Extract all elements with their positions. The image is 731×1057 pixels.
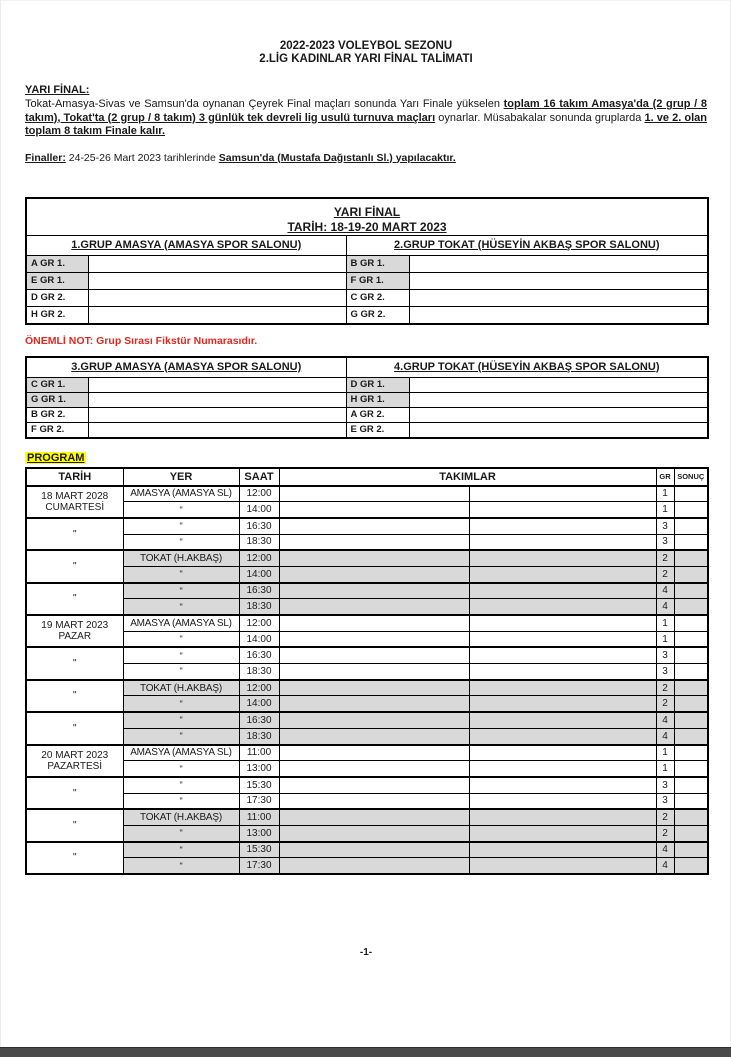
program-row — [26, 647, 708, 663]
program-row — [26, 842, 708, 858]
group-slot-team-cell — [409, 306, 708, 324]
page-number: -1- — [359, 947, 373, 958]
group-slot-label: G GR 1. — [26, 392, 88, 407]
program-row — [26, 502, 708, 518]
time-cell: 16:30 — [239, 647, 279, 663]
group-number-cell: 3 — [656, 664, 674, 680]
group3-header-cell — [26, 357, 346, 378]
group-slot-row — [26, 377, 708, 392]
team-away-cell — [469, 728, 656, 744]
team-away-cell — [469, 664, 656, 680]
group-slot-row — [26, 422, 708, 438]
group2-header: 2.GRUP TOKAT (HÜSEYİN AKBAŞ SPOR SALONU) — [394, 238, 660, 251]
time-cell: 11:00 — [239, 745, 279, 761]
result-cell — [674, 583, 708, 599]
team-away-cell — [469, 825, 656, 841]
venue-cell: TOKAT (H.AKBAŞ) — [123, 809, 239, 825]
venue-cell: " — [123, 728, 239, 744]
team-away-cell — [469, 809, 656, 825]
semifinal-title: YARI FİNAL — [333, 204, 401, 219]
group-slot-label: C GR 1. — [26, 377, 88, 392]
result-cell — [674, 534, 708, 550]
venue-cell: " — [123, 534, 239, 550]
venue-cell: " — [123, 777, 239, 793]
group-slot-team-cell — [409, 272, 708, 289]
venue-cell: " — [123, 583, 239, 599]
team-home-cell — [279, 566, 469, 582]
venue-cell: TOKAT (H.AKBAŞ) — [123, 550, 239, 566]
team-away-cell — [469, 858, 656, 874]
team-away-cell — [469, 599, 656, 615]
intro-text-normal-2: oynarlar. Müsabakalar sonunda gruplarda — [435, 111, 645, 124]
group-number-cell: 4 — [656, 858, 674, 874]
group-number-cell: 4 — [656, 842, 674, 858]
program-row — [26, 486, 708, 502]
group-slot-label: D GR 2. — [26, 289, 88, 306]
date-cell: " — [26, 583, 123, 615]
group3-header: 3.GRUP AMASYA (AMASYA SPOR SALONU) — [71, 360, 302, 373]
program-row — [26, 761, 708, 777]
time-cell: 15:30 — [239, 777, 279, 793]
result-cell — [674, 825, 708, 841]
header-gr: GR — [656, 468, 674, 486]
result-cell — [674, 809, 708, 825]
date-cell: 20 MART 2023 PAZARTESİ — [26, 745, 123, 777]
result-cell — [674, 696, 708, 712]
program-label: PROGRAM — [27, 451, 85, 464]
program-row — [26, 745, 708, 761]
footer-bar — [0, 1047, 731, 1057]
group-number-cell: 1 — [656, 615, 674, 631]
team-home-cell — [279, 842, 469, 858]
doc-title-line1: 2022-2023 VOLEYBOL SEZONU — [279, 40, 453, 52]
team-away-cell — [469, 615, 656, 631]
time-cell: 12:00 — [239, 615, 279, 631]
team-away-cell — [469, 502, 656, 518]
group-slot-team-cell — [409, 392, 708, 407]
group2-header-cell — [346, 235, 708, 255]
group-slot-team-cell — [88, 422, 346, 438]
venue-cell: TOKAT (H.AKBAŞ) — [123, 680, 239, 696]
program-row — [26, 793, 708, 809]
group1-header: 1.GRUP AMASYA (AMASYA SPOR SALONU) — [71, 238, 302, 251]
group-slot-team-cell — [409, 255, 708, 272]
venue-cell: " — [123, 761, 239, 777]
venue-cell: " — [123, 566, 239, 582]
team-home-cell — [279, 696, 469, 712]
time-cell: 13:00 — [239, 761, 279, 777]
group-number-cell: 2 — [656, 550, 674, 566]
group-slot-label: E GR 2. — [346, 422, 409, 438]
result-cell — [674, 486, 708, 502]
program-header-row — [26, 468, 708, 486]
team-home-cell — [279, 486, 469, 502]
program-row — [26, 809, 708, 825]
group-slot-team-cell — [88, 306, 346, 324]
group-number-cell: 1 — [656, 745, 674, 761]
venue-cell: " — [123, 712, 239, 728]
time-cell: 16:30 — [239, 583, 279, 599]
result-cell — [674, 599, 708, 615]
team-home-cell — [279, 550, 469, 566]
venue-cell: " — [123, 647, 239, 663]
venue-cell: AMASYA (AMASYA SL) — [123, 745, 239, 761]
header-tarih: TARİH — [26, 468, 123, 486]
team-away-cell — [469, 745, 656, 761]
group-slot-team-cell — [88, 392, 346, 407]
group-slot-row — [26, 407, 708, 422]
date-cell: 19 MART 2023 PAZAR — [26, 615, 123, 647]
team-home-cell — [279, 712, 469, 728]
intro-text-normal-1: Tokat-Amasya-Sivas ve Samsun'da oynanan Çeyrek Final maçları sonunda Yarı Finale yükselen — [25, 98, 504, 110]
group-slot-row — [26, 255, 708, 272]
group-number-cell: 4 — [656, 599, 674, 615]
group-number-cell: 4 — [656, 583, 674, 599]
group-number-cell: 2 — [656, 809, 674, 825]
time-cell: 18:30 — [239, 599, 279, 615]
group-number-cell: 3 — [656, 793, 674, 809]
team-away-cell — [469, 761, 656, 777]
group-number-cell: 3 — [656, 647, 674, 663]
team-home-cell — [279, 745, 469, 761]
result-cell — [674, 502, 708, 518]
doc-title — [25, 0, 707, 66]
team-away-cell — [469, 712, 656, 728]
group-number-cell: 4 — [656, 728, 674, 744]
group-number-cell: 2 — [656, 696, 674, 712]
program-row — [26, 583, 708, 599]
result-cell — [674, 777, 708, 793]
header-takimlar: TAKIMLAR — [279, 468, 656, 486]
program-row — [26, 534, 708, 550]
team-home-cell — [279, 793, 469, 809]
date-cell: " — [26, 680, 123, 712]
result-cell — [674, 631, 708, 647]
group-number-cell: 3 — [656, 534, 674, 550]
team-home-cell — [279, 761, 469, 777]
team-away-cell — [469, 566, 656, 582]
group-slot-team-cell — [88, 255, 346, 272]
group-number-cell: 3 — [656, 518, 674, 534]
team-home-cell — [279, 518, 469, 534]
header-saat: SAAT — [239, 468, 279, 486]
team-home-cell — [279, 502, 469, 518]
result-cell — [674, 745, 708, 761]
semifinal-groups-table — [25, 197, 709, 325]
group-slot-team-cell — [409, 377, 708, 392]
venue-cell: " — [123, 518, 239, 534]
program-row — [26, 777, 708, 793]
program-row — [26, 599, 708, 615]
group-number-cell: 2 — [656, 566, 674, 582]
venue-cell: " — [123, 858, 239, 874]
group-slot-team-cell — [88, 407, 346, 422]
date-cell: " — [26, 550, 123, 582]
team-home-cell — [279, 825, 469, 841]
date-cell: " — [26, 712, 123, 744]
program-row — [26, 550, 708, 566]
team-away-cell — [469, 518, 656, 534]
header-sonuc: SONUÇ — [674, 468, 708, 486]
intro-text-bold-2: 1. ve 2. olan toplam 8 takım Finale kalır. — [25, 111, 707, 137]
result-cell — [674, 761, 708, 777]
intro-text-bold-1: toplam 16 takım Amasya'da (2 grup / 8 takım), Tokat'ta (2 grup / 8 takım) 3 günlük tek devreli lig usulü turnuva maçları — [25, 98, 707, 124]
time-cell: 16:30 — [239, 518, 279, 534]
group-number-cell: 1 — [656, 486, 674, 502]
team-home-cell — [279, 534, 469, 550]
team-away-cell — [469, 534, 656, 550]
group-slot-label: H GR 2. — [26, 306, 88, 324]
date-cell: " — [26, 518, 123, 550]
team-home-cell — [279, 809, 469, 825]
program-table — [25, 467, 709, 876]
group-slot-row — [26, 272, 708, 289]
group-slot-label: G GR 2. — [346, 306, 409, 324]
important-note: ÖNEMLİ NOT: Grup Sırası Fikstür Numarasıdır. — [25, 334, 258, 347]
team-home-cell — [279, 647, 469, 663]
program-row — [26, 631, 708, 647]
group-number-cell: 1 — [656, 502, 674, 518]
result-cell — [674, 793, 708, 809]
doc-title-line2: 2.LİG KADINLAR YARI FİNAL TALİMATI — [259, 53, 473, 65]
group-slot-team-cell — [88, 289, 346, 306]
result-cell — [674, 858, 708, 874]
team-home-cell — [279, 615, 469, 631]
team-home-cell — [279, 728, 469, 744]
result-cell — [674, 712, 708, 728]
team-away-cell — [469, 486, 656, 502]
result-cell — [674, 615, 708, 631]
result-cell — [674, 842, 708, 858]
program-row — [26, 664, 708, 680]
group-number-cell: 2 — [656, 825, 674, 841]
team-away-cell — [469, 777, 656, 793]
group1-header-cell — [26, 235, 346, 255]
venue-cell: " — [123, 502, 239, 518]
team-away-cell — [469, 842, 656, 858]
program-row — [26, 518, 708, 534]
venue-cell: AMASYA (AMASYA SL) — [123, 486, 239, 502]
finals-label: Finaller: — [25, 151, 66, 164]
group-slot-row — [26, 306, 708, 324]
semifinal-date-line: TARİH: 18-19-20 MART 2023 — [287, 219, 447, 234]
team-away-cell — [469, 696, 656, 712]
team-home-cell — [279, 583, 469, 599]
finals-line — [25, 152, 707, 165]
time-cell: 12:00 — [239, 680, 279, 696]
group-slot-label: C GR 2. — [346, 289, 409, 306]
time-cell: 17:30 — [239, 793, 279, 809]
group-slot-label: A GR 2. — [346, 407, 409, 422]
finals-text-bold: Samsun'da (Mustafa Dağıstanlı Sl.) yapılacaktır. — [218, 151, 456, 164]
result-cell — [674, 550, 708, 566]
group-slot-label: F GR 2. — [26, 422, 88, 438]
team-away-cell — [469, 793, 656, 809]
time-cell: 14:00 — [239, 631, 279, 647]
date-cell: 18 MART 2028 CUMARTESİ — [26, 486, 123, 518]
venue-cell: " — [123, 664, 239, 680]
group-number-cell: 1 — [656, 631, 674, 647]
date-cell: " — [26, 777, 123, 809]
result-cell — [674, 728, 708, 744]
group-slot-team-cell — [409, 289, 708, 306]
venue-cell: " — [123, 599, 239, 615]
group-slot-label: B GR 2. — [26, 407, 88, 422]
group-slot-row — [26, 289, 708, 306]
group-number-cell: 4 — [656, 712, 674, 728]
program-row — [26, 825, 708, 841]
team-home-cell — [279, 631, 469, 647]
groups34-table — [25, 356, 709, 439]
result-cell — [674, 664, 708, 680]
group-slot-label: E GR 1. — [26, 272, 88, 289]
team-away-cell — [469, 583, 656, 599]
venue-cell: " — [123, 825, 239, 841]
program-row — [26, 615, 708, 631]
time-cell: 18:30 — [239, 664, 279, 680]
time-cell: 17:30 — [239, 858, 279, 874]
group4-header-cell — [346, 357, 708, 378]
team-home-cell — [279, 680, 469, 696]
header-yer: YER — [123, 468, 239, 486]
semifinal-title-cell — [26, 198, 708, 236]
venue-cell: " — [123, 696, 239, 712]
group-slot-label: B GR 1. — [346, 255, 409, 272]
team-away-cell — [469, 631, 656, 647]
group-slot-label: H GR 1. — [346, 392, 409, 407]
date-cell: " — [26, 809, 123, 841]
group-slot-team-cell — [409, 407, 708, 422]
time-cell: 14:00 — [239, 502, 279, 518]
program-row — [26, 712, 708, 728]
venue-cell: AMASYA (AMASYA SL) — [123, 615, 239, 631]
group-slot-team-cell — [88, 377, 346, 392]
program-label-wrap — [25, 448, 707, 466]
result-cell — [674, 647, 708, 663]
group-slot-label: D GR 1. — [346, 377, 409, 392]
team-away-cell — [469, 550, 656, 566]
time-cell: 15:30 — [239, 842, 279, 858]
venue-cell: " — [123, 793, 239, 809]
time-cell: 12:00 — [239, 550, 279, 566]
venue-cell: " — [123, 842, 239, 858]
program-row — [26, 858, 708, 874]
group-slot-row — [26, 392, 708, 407]
program-row — [26, 696, 708, 712]
team-home-cell — [279, 777, 469, 793]
result-cell — [674, 518, 708, 534]
group-slot-label: A GR 1. — [26, 255, 88, 272]
group-number-cell: 2 — [656, 680, 674, 696]
team-away-cell — [469, 680, 656, 696]
time-cell: 12:00 — [239, 486, 279, 502]
date-cell: " — [26, 647, 123, 679]
group-slot-team-cell — [88, 272, 346, 289]
time-cell: 13:00 — [239, 825, 279, 841]
venue-cell: " — [123, 631, 239, 647]
group4-header: 4.GRUP TOKAT (HÜSEYİN AKBAŞ SPOR SALONU) — [394, 360, 660, 373]
group-slot-label: F GR 1. — [346, 272, 409, 289]
time-cell: 11:00 — [239, 809, 279, 825]
group-number-cell: 1 — [656, 761, 674, 777]
group-slot-team-cell — [409, 422, 708, 438]
date-cell: " — [26, 842, 123, 874]
group-number-cell: 3 — [656, 777, 674, 793]
intro-paragraph — [25, 98, 707, 139]
team-away-cell — [469, 647, 656, 663]
time-cell: 18:30 — [239, 728, 279, 744]
time-cell: 14:00 — [239, 696, 279, 712]
team-home-cell — [279, 664, 469, 680]
team-home-cell — [279, 599, 469, 615]
time-cell: 16:30 — [239, 712, 279, 728]
result-cell — [674, 680, 708, 696]
result-cell — [674, 566, 708, 582]
finals-text-normal: 24-25-26 Mart 2023 tarihlerinde — [65, 151, 219, 164]
program-row — [26, 728, 708, 744]
team-home-cell — [279, 858, 469, 874]
program-row — [26, 566, 708, 582]
time-cell: 14:00 — [239, 566, 279, 582]
program-row — [26, 680, 708, 696]
time-cell: 18:30 — [239, 534, 279, 550]
section-heading-yari-final: YARI FİNAL: — [25, 84, 90, 96]
